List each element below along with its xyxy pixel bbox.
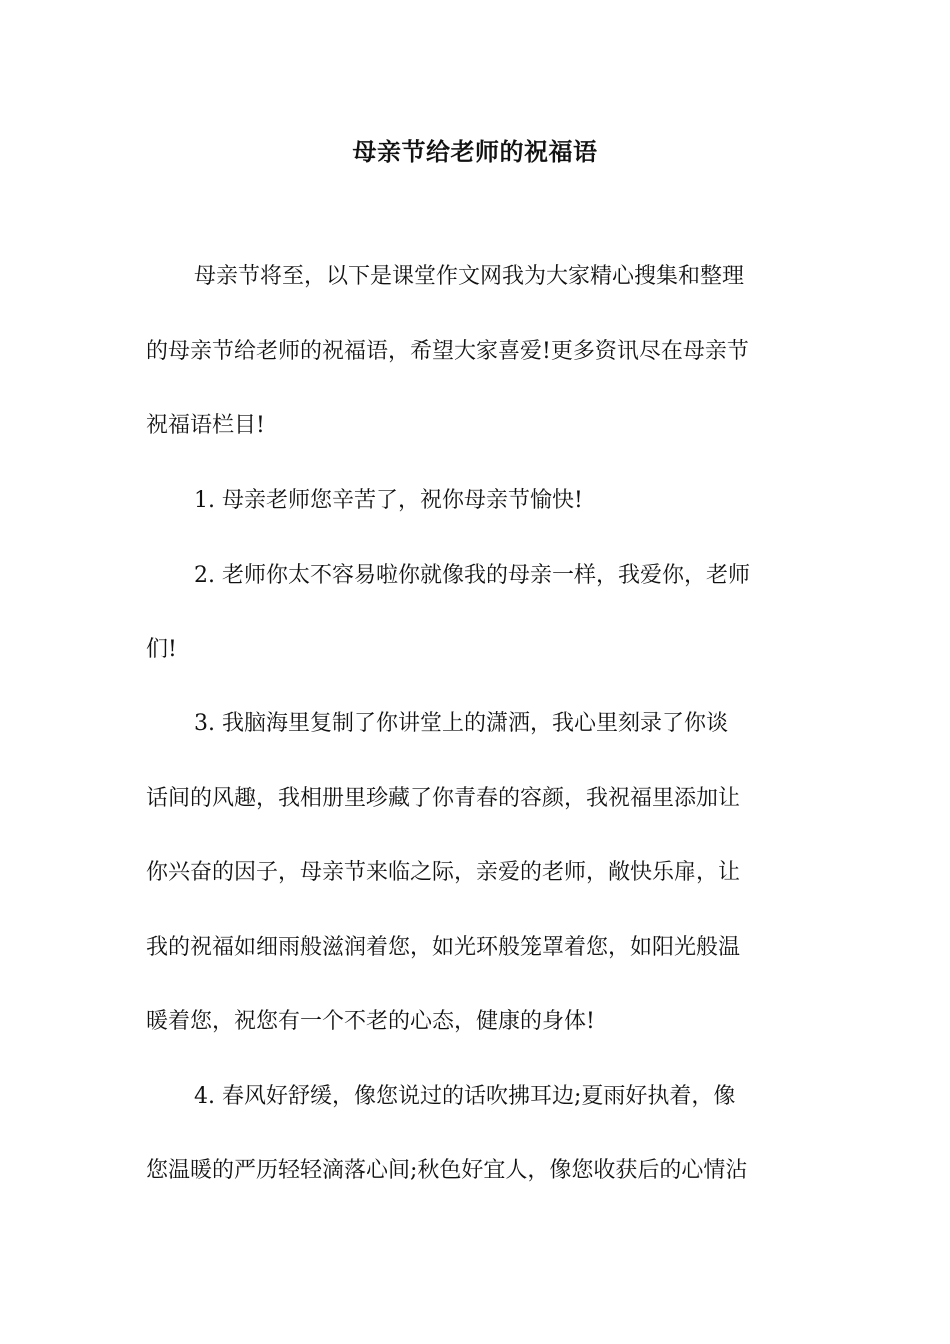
paragraph-line: 您温暖的严历轻轻滴落心间;秋色好宜人，像您收获后的心情沾	[146, 1158, 748, 1183]
paragraph-line: 暖着您，祝您有一个不老的心态，健康的身体!	[146, 1009, 595, 1034]
paragraph-line: 们!	[146, 637, 177, 662]
paragraph-line: 你兴奋的因子，母亲节来临之际，亲爱的老师，敞快乐扉，让	[146, 860, 741, 885]
list-item: 3. 我脑海里复制了你讲堂上的潇洒，我心里刻录了你谈	[194, 711, 728, 736]
paragraph-line: 的母亲节给老师的祝福语，希望大家喜爱!更多资讯尽在母亲节	[146, 339, 749, 364]
document-title: 母亲节给老师的祝福语	[352, 137, 598, 166]
paragraph-line: 话间的风趣，我相册里珍藏了你青春的容颜，我祝福里添加让	[146, 786, 741, 811]
paragraph-line: 我的祝福如细雨般滋润着您，如光环般笼罩着您，如阳光般温	[146, 935, 741, 960]
paragraph-line: 母亲节将至，以下是课堂作文网我为大家精心搜集和整理	[194, 264, 745, 289]
paragraph-line: 祝福语栏目!	[146, 413, 265, 438]
list-item: 1. 母亲老师您辛苦了，祝你母亲节愉快!	[194, 488, 583, 513]
list-item: 4. 春风好舒缓，像您说过的话吹拂耳边;夏雨好执着，像	[194, 1084, 736, 1109]
list-item: 2. 老师你太不容易啦你就像我的母亲一样，我爱你，老师	[194, 563, 750, 588]
